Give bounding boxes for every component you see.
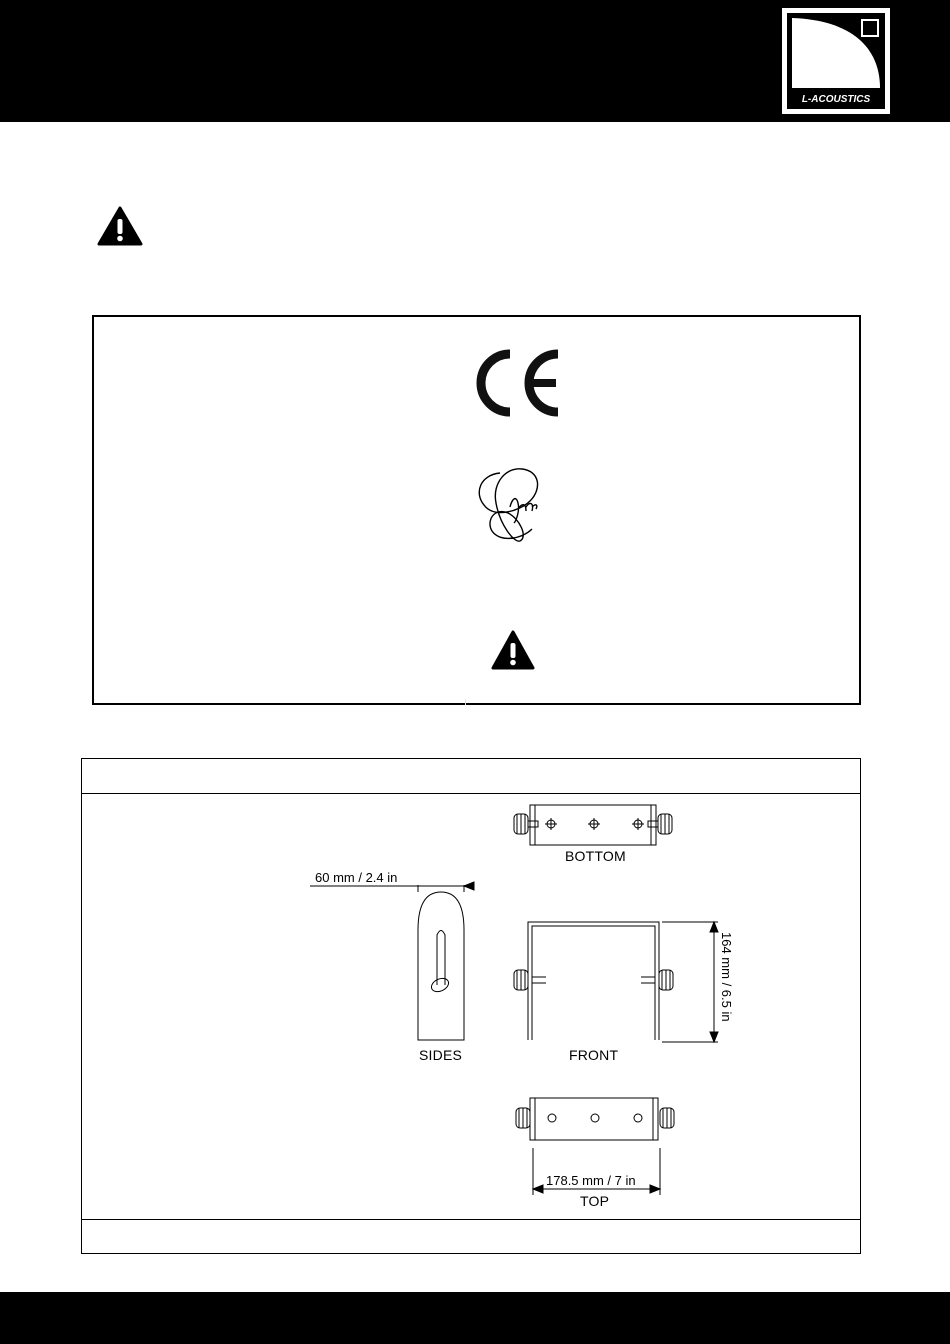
dimension-height: 164 mm / 6.5 in: [719, 932, 734, 1022]
view-label-front: FRONT: [569, 1047, 619, 1063]
sides-view: [310, 882, 474, 1040]
view-label-top: TOP: [580, 1193, 610, 1209]
footer-band: [0, 1292, 950, 1344]
view-label-bottom: BOTTOM: [565, 848, 626, 864]
front-view: [514, 922, 718, 1042]
dimension-width: 178.5 mm / 7 in: [546, 1173, 636, 1188]
view-label-sides: SIDES: [419, 1047, 463, 1063]
bottom-view: [514, 805, 672, 845]
dimension-depth: 60 mm / 2.4 in: [315, 870, 398, 885]
logo-wordmark: L-ACOUSTICS: [801, 94, 871, 105]
